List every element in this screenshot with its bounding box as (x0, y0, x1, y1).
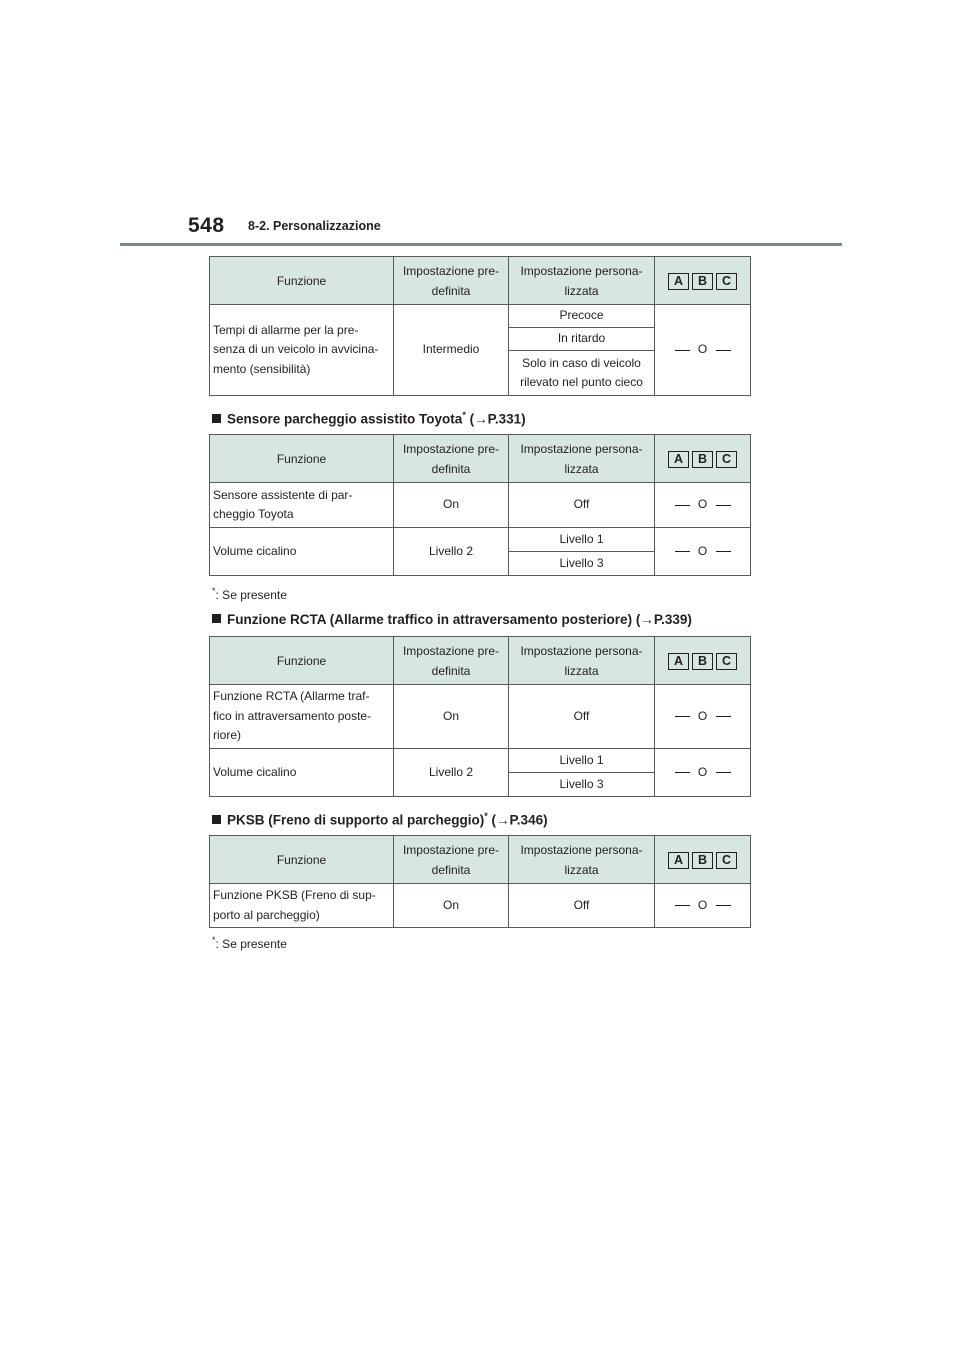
dash-mark (675, 772, 690, 773)
dash-mark (675, 350, 690, 351)
cell-abc (655, 483, 751, 528)
subheading-pksb (212, 811, 548, 828)
page-reference: (→P.331) (469, 411, 526, 427)
cell-funzione: Funzione PKSB (Freno di sup- porto al parcheggio) (210, 884, 394, 928)
cell-option: Livello 3 (509, 552, 655, 576)
cell-abc (655, 749, 751, 797)
table-header-row (210, 435, 751, 483)
letter-c-box: C (716, 451, 737, 468)
dash-mark (675, 505, 690, 506)
cell-personalizzata: Off (509, 685, 655, 749)
subheading-parking-sensor (212, 410, 526, 427)
header-personalizzata: Impostazione persona- lizzata (509, 257, 655, 305)
cell-abc (655, 528, 751, 576)
cell-abc (655, 884, 751, 928)
table-parking-sensor (209, 434, 751, 576)
cell-predefinita: Livello 2 (394, 528, 509, 576)
subheading-text: Sensore parcheggio assistito Toyota (227, 411, 463, 427)
dash-mark (716, 905, 731, 906)
cell-option: In ritardo (509, 328, 655, 351)
table-pksb (209, 835, 751, 928)
table-header-row (210, 836, 751, 884)
cell-option: Solo in caso di veicolo rilevato nel punto cieco (509, 351, 655, 396)
page-number: 548 (188, 214, 225, 237)
header-funzione: Funzione (210, 257, 394, 305)
o-mark: O (697, 543, 708, 558)
letter-c-box: C (716, 653, 737, 670)
table-row (210, 528, 751, 552)
subheading-text: Funzione RCTA (Allarme traffico in attraversamento posteriore) (227, 612, 633, 627)
table-warning-timing (209, 256, 751, 396)
header-letters (655, 435, 751, 483)
section-title: 8-2. Personalizzazione (248, 219, 381, 233)
header-letters (655, 836, 751, 884)
subheading-text: PKSB (Freno di supporto al parcheggio) (227, 812, 485, 828)
footnote (212, 935, 287, 951)
dash-mark (716, 350, 731, 351)
square-bullet-icon (212, 414, 221, 423)
table-row (210, 305, 751, 328)
cell-predefinita: Livello 2 (394, 749, 509, 797)
square-bullet-icon (212, 614, 221, 623)
cell-funzione: Sensore assistente di par- cheggio Toyota (210, 483, 394, 528)
header-personalizzata: Impostazione persona- lizzata (509, 836, 655, 884)
cell-funzione: Volume cicalino (210, 528, 394, 576)
cell-funzione: Tempi di allarme per la pre- senza di un veicolo in avvicina- mento (sensibilità) (210, 305, 394, 396)
dash-mark (716, 551, 731, 552)
cell-abc (655, 685, 751, 749)
table-row (210, 483, 751, 528)
letter-a-box: A (668, 273, 689, 290)
cell-predefinita: Intermedio (394, 305, 509, 396)
header-predefinita: Impostazione pre- definita (394, 257, 509, 305)
letter-b-box: B (692, 852, 713, 869)
square-bullet-icon (212, 815, 221, 824)
letter-a-box: A (668, 653, 689, 670)
header-funzione: Funzione (210, 836, 394, 884)
cell-funzione: Volume cicalino (210, 749, 394, 797)
cell-predefinita: On (394, 884, 509, 928)
table-row (210, 884, 751, 928)
dash-mark (716, 772, 731, 773)
dash-mark (675, 905, 690, 906)
header-letters (655, 257, 751, 305)
asterisk: * (484, 811, 488, 821)
header-funzione: Funzione (210, 435, 394, 483)
letter-c-box: C (716, 852, 737, 869)
table-rcta (209, 636, 751, 797)
table-header-row (210, 637, 751, 685)
header-personalizzata: Impostazione persona- lizzata (509, 637, 655, 685)
subheading-rcta (212, 612, 692, 627)
cell-option: Precoce (509, 305, 655, 328)
table-row (210, 749, 751, 773)
cell-personalizzata: Off (509, 483, 655, 528)
o-mark: O (697, 708, 708, 723)
header-predefinita: Impostazione pre- definita (394, 836, 509, 884)
header-predefinita: Impostazione pre- definita (394, 637, 509, 685)
header-letters (655, 637, 751, 685)
header-personalizzata: Impostazione persona- lizzata (509, 435, 655, 483)
cell-personalizzata: Off (509, 884, 655, 928)
footnote-text: : Se presente (215, 588, 287, 602)
cell-abc (655, 305, 751, 396)
cell-option: Livello 1 (509, 749, 655, 773)
asterisk: * (212, 586, 216, 596)
dash-mark (716, 505, 731, 506)
table-header-row (210, 257, 751, 305)
header-funzione: Funzione (210, 637, 394, 685)
o-mark: O (697, 764, 708, 779)
footnote (212, 586, 287, 602)
dash-mark (716, 716, 731, 717)
cell-option: Livello 3 (509, 773, 655, 797)
letter-b-box: B (692, 273, 713, 290)
cell-predefinita: On (394, 483, 509, 528)
letter-c-box: C (716, 273, 737, 290)
cell-option: Livello 1 (509, 528, 655, 552)
table-row (210, 685, 751, 749)
header-rule (120, 243, 842, 246)
page-reference: (→P.339) (635, 612, 692, 627)
letter-a-box: A (668, 451, 689, 468)
cell-funzione: Funzione RCTA (Allarme traf- fico in attraversamento poste- riore) (210, 685, 394, 749)
page-reference: (→P.346) (491, 812, 548, 828)
o-mark: O (697, 497, 708, 512)
dash-mark (675, 716, 690, 717)
asterisk: * (212, 935, 216, 945)
footnote-text: : Se presente (215, 937, 287, 951)
o-mark: O (697, 342, 708, 357)
dash-mark (675, 551, 690, 552)
asterisk: * (462, 410, 466, 420)
cell-predefinita: On (394, 685, 509, 749)
letter-a-box: A (668, 852, 689, 869)
letter-b-box: B (692, 653, 713, 670)
o-mark: O (697, 897, 708, 912)
letter-b-box: B (692, 451, 713, 468)
header-predefinita: Impostazione pre- definita (394, 435, 509, 483)
